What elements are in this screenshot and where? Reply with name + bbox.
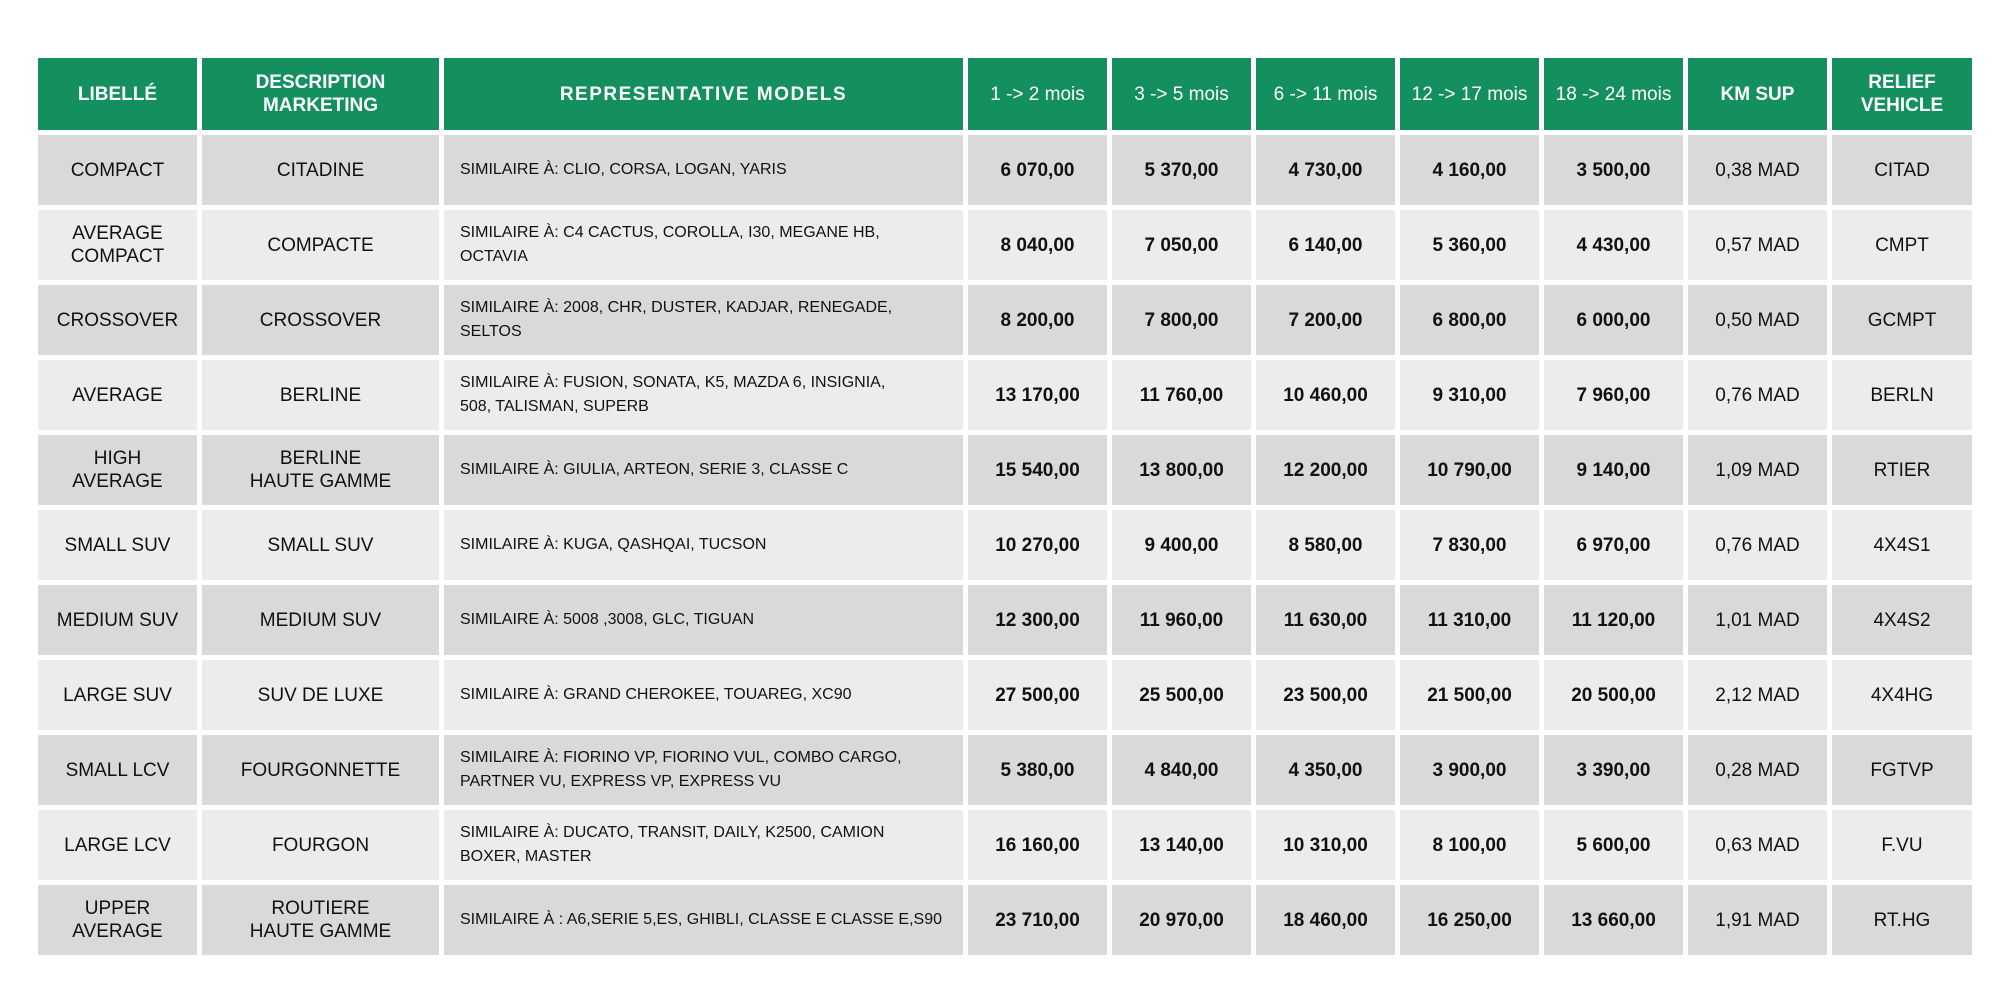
price-cell: 7 200,00 <box>1256 285 1395 355</box>
relief-vehicle-cell: BERLN <box>1832 360 1972 430</box>
models-cell: SIMILAIRE À: DUCATO, TRANSIT, DAILY, K2500, CAMION BOXER, MASTER <box>444 810 963 880</box>
price-cell: 6 970,00 <box>1544 510 1683 580</box>
column-header-libelle: LIBELLÉ <box>38 58 197 130</box>
relief-vehicle-cell: 4X4S1 <box>1832 510 1972 580</box>
price-cell: 13 140,00 <box>1112 810 1251 880</box>
libelle-cell: MEDIUM SUV <box>38 585 197 655</box>
models-cell: SIMILAIRE À: FIORINO VP, FIORINO VUL, COMBO CARGO, PARTNER VU, EXPRESS VP, EXPRESS VU <box>444 735 963 805</box>
column-header-period-5: 18 -> 24 mois <box>1544 58 1683 130</box>
relief-vehicle-cell: 4X4HG <box>1832 660 1972 730</box>
description-cell: ROUTIERE HAUTE GAMME <box>202 885 439 955</box>
km-sup-cell: 2,12 MAD <box>1688 660 1827 730</box>
price-cell: 4 430,00 <box>1544 210 1683 280</box>
km-sup-cell: 0,76 MAD <box>1688 360 1827 430</box>
relief-vehicle-cell: FGTVP <box>1832 735 1972 805</box>
price-cell: 3 900,00 <box>1400 735 1539 805</box>
column-header-description: DESCRIPTION MARKETING <box>202 58 439 130</box>
models-cell: SIMILAIRE À: GRAND CHEROKEE, TOUAREG, XC90 <box>444 660 963 730</box>
price-cell: 10 790,00 <box>1400 435 1539 505</box>
relief-vehicle-cell: RT.HG <box>1832 885 1972 955</box>
price-cell: 7 960,00 <box>1544 360 1683 430</box>
price-cell: 7 830,00 <box>1400 510 1539 580</box>
column-header-period-3: 6 -> 11 mois <box>1256 58 1395 130</box>
price-cell: 4 730,00 <box>1256 135 1395 205</box>
km-sup-cell: 0,63 MAD <box>1688 810 1827 880</box>
price-cell: 9 140,00 <box>1544 435 1683 505</box>
column-header-relief-vehicle: RELIEF VEHICLE <box>1832 58 1972 130</box>
models-cell: SIMILAIRE À: GIULIA, ARTEON, SERIE 3, CLASSE C <box>444 435 963 505</box>
km-sup-cell: 0,50 MAD <box>1688 285 1827 355</box>
km-sup-cell: 0,57 MAD <box>1688 210 1827 280</box>
column-header-km-sup: KM SUP <box>1688 58 1827 130</box>
description-cell: BERLINE <box>202 360 439 430</box>
description-cell: FOURGONNETTE <box>202 735 439 805</box>
table-row <box>38 660 1972 730</box>
km-sup-cell: 0,38 MAD <box>1688 135 1827 205</box>
models-cell: SIMILAIRE À: 2008, CHR, DUSTER, KADJAR, RENEGADE, SELTOS <box>444 285 963 355</box>
table-row <box>38 435 1972 505</box>
price-cell: 11 760,00 <box>1112 360 1251 430</box>
table-row <box>38 735 1972 805</box>
relief-vehicle-cell: 4X4S2 <box>1832 585 1972 655</box>
km-sup-cell: 0,28 MAD <box>1688 735 1827 805</box>
price-cell: 4 350,00 <box>1256 735 1395 805</box>
pricing-table <box>33 53 1977 960</box>
price-cell: 20 500,00 <box>1544 660 1683 730</box>
table-body <box>38 135 1972 955</box>
price-cell: 5 380,00 <box>968 735 1107 805</box>
column-header-period-2: 3 -> 5 mois <box>1112 58 1251 130</box>
description-cell: CITADINE <box>202 135 439 205</box>
price-cell: 9 310,00 <box>1400 360 1539 430</box>
price-cell: 8 200,00 <box>968 285 1107 355</box>
price-cell: 8 100,00 <box>1400 810 1539 880</box>
price-cell: 8 040,00 <box>968 210 1107 280</box>
km-sup-cell: 0,76 MAD <box>1688 510 1827 580</box>
models-cell: SIMILAIRE À: FUSION, SONATA, K5, MAZDA 6, INSIGNIA, 508, TALISMAN, SUPERB <box>444 360 963 430</box>
price-cell: 5 360,00 <box>1400 210 1539 280</box>
price-cell: 6 800,00 <box>1400 285 1539 355</box>
price-cell: 10 460,00 <box>1256 360 1395 430</box>
column-header-models: REPRESENTATIVE MODELS <box>444 58 963 130</box>
libelle-cell: SMALL LCV <box>38 735 197 805</box>
price-cell: 11 310,00 <box>1400 585 1539 655</box>
table-row <box>38 135 1972 205</box>
price-cell: 6 140,00 <box>1256 210 1395 280</box>
description-cell: CROSSOVER <box>202 285 439 355</box>
price-cell: 8 580,00 <box>1256 510 1395 580</box>
price-cell: 21 500,00 <box>1400 660 1539 730</box>
price-cell: 13 170,00 <box>968 360 1107 430</box>
description-cell: SUV DE LUXE <box>202 660 439 730</box>
price-cell: 11 120,00 <box>1544 585 1683 655</box>
price-cell: 11 960,00 <box>1112 585 1251 655</box>
price-cell: 11 630,00 <box>1256 585 1395 655</box>
libelle-cell: AVERAGE COMPACT <box>38 210 197 280</box>
description-cell: SMALL SUV <box>202 510 439 580</box>
relief-vehicle-cell: CMPT <box>1832 210 1972 280</box>
libelle-cell: LARGE SUV <box>38 660 197 730</box>
models-cell: SIMILAIRE À: C4 CACTUS, COROLLA, I30, MEGANE HB, OCTAVIA <box>444 210 963 280</box>
price-cell: 4 840,00 <box>1112 735 1251 805</box>
km-sup-cell: 1,01 MAD <box>1688 585 1827 655</box>
models-cell: SIMILAIRE À: KUGA, QASHQAI, TUCSON <box>444 510 963 580</box>
price-cell: 3 500,00 <box>1544 135 1683 205</box>
price-cell: 25 500,00 <box>1112 660 1251 730</box>
libelle-cell: COMPACT <box>38 135 197 205</box>
libelle-cell: LARGE LCV <box>38 810 197 880</box>
price-cell: 16 250,00 <box>1400 885 1539 955</box>
price-cell: 16 160,00 <box>968 810 1107 880</box>
price-cell: 10 270,00 <box>968 510 1107 580</box>
column-header-period-1: 1 -> 2 mois <box>968 58 1107 130</box>
table-row <box>38 885 1972 955</box>
table-row <box>38 510 1972 580</box>
km-sup-cell: 1,09 MAD <box>1688 435 1827 505</box>
libelle-cell: UPPER AVERAGE <box>38 885 197 955</box>
price-cell: 5 370,00 <box>1112 135 1251 205</box>
price-cell: 15 540,00 <box>968 435 1107 505</box>
libelle-cell: CROSSOVER <box>38 285 197 355</box>
price-cell: 23 500,00 <box>1256 660 1395 730</box>
description-cell: FOURGON <box>202 810 439 880</box>
price-cell: 23 710,00 <box>968 885 1107 955</box>
table-row <box>38 285 1972 355</box>
relief-vehicle-cell: CITAD <box>1832 135 1972 205</box>
column-header-period-4: 12 -> 17 mois <box>1400 58 1539 130</box>
price-cell: 27 500,00 <box>968 660 1107 730</box>
price-cell: 12 200,00 <box>1256 435 1395 505</box>
table-row <box>38 585 1972 655</box>
relief-vehicle-cell: GCMPT <box>1832 285 1972 355</box>
price-cell: 7 800,00 <box>1112 285 1251 355</box>
price-cell: 5 600,00 <box>1544 810 1683 880</box>
table-row <box>38 360 1972 430</box>
price-cell: 13 800,00 <box>1112 435 1251 505</box>
header-row <box>38 58 1972 130</box>
relief-vehicle-cell: RTIER <box>1832 435 1972 505</box>
pricing-table-container <box>38 58 1967 960</box>
description-cell: COMPACTE <box>202 210 439 280</box>
models-cell: SIMILAIRE À: 5008 ,3008, GLC, TIGUAN <box>444 585 963 655</box>
models-cell: SIMILAIRE À : A6,SERIE 5,ES, GHIBLI, CLASSE E CLASSE E,S90 <box>444 885 963 955</box>
price-cell: 6 000,00 <box>1544 285 1683 355</box>
libelle-cell: AVERAGE <box>38 360 197 430</box>
libelle-cell: HIGH AVERAGE <box>38 435 197 505</box>
price-cell: 6 070,00 <box>968 135 1107 205</box>
price-cell: 7 050,00 <box>1112 210 1251 280</box>
price-cell: 3 390,00 <box>1544 735 1683 805</box>
table-row <box>38 810 1972 880</box>
price-cell: 18 460,00 <box>1256 885 1395 955</box>
table-row <box>38 210 1972 280</box>
price-cell: 13 660,00 <box>1544 885 1683 955</box>
price-cell: 20 970,00 <box>1112 885 1251 955</box>
libelle-cell: SMALL SUV <box>38 510 197 580</box>
models-cell: SIMILAIRE À: CLIO, CORSA, LOGAN, YARIS <box>444 135 963 205</box>
price-cell: 10 310,00 <box>1256 810 1395 880</box>
price-cell: 12 300,00 <box>968 585 1107 655</box>
price-cell: 4 160,00 <box>1400 135 1539 205</box>
price-cell: 9 400,00 <box>1112 510 1251 580</box>
description-cell: BERLINE HAUTE GAMME <box>202 435 439 505</box>
km-sup-cell: 1,91 MAD <box>1688 885 1827 955</box>
description-cell: MEDIUM SUV <box>202 585 439 655</box>
relief-vehicle-cell: F.VU <box>1832 810 1972 880</box>
